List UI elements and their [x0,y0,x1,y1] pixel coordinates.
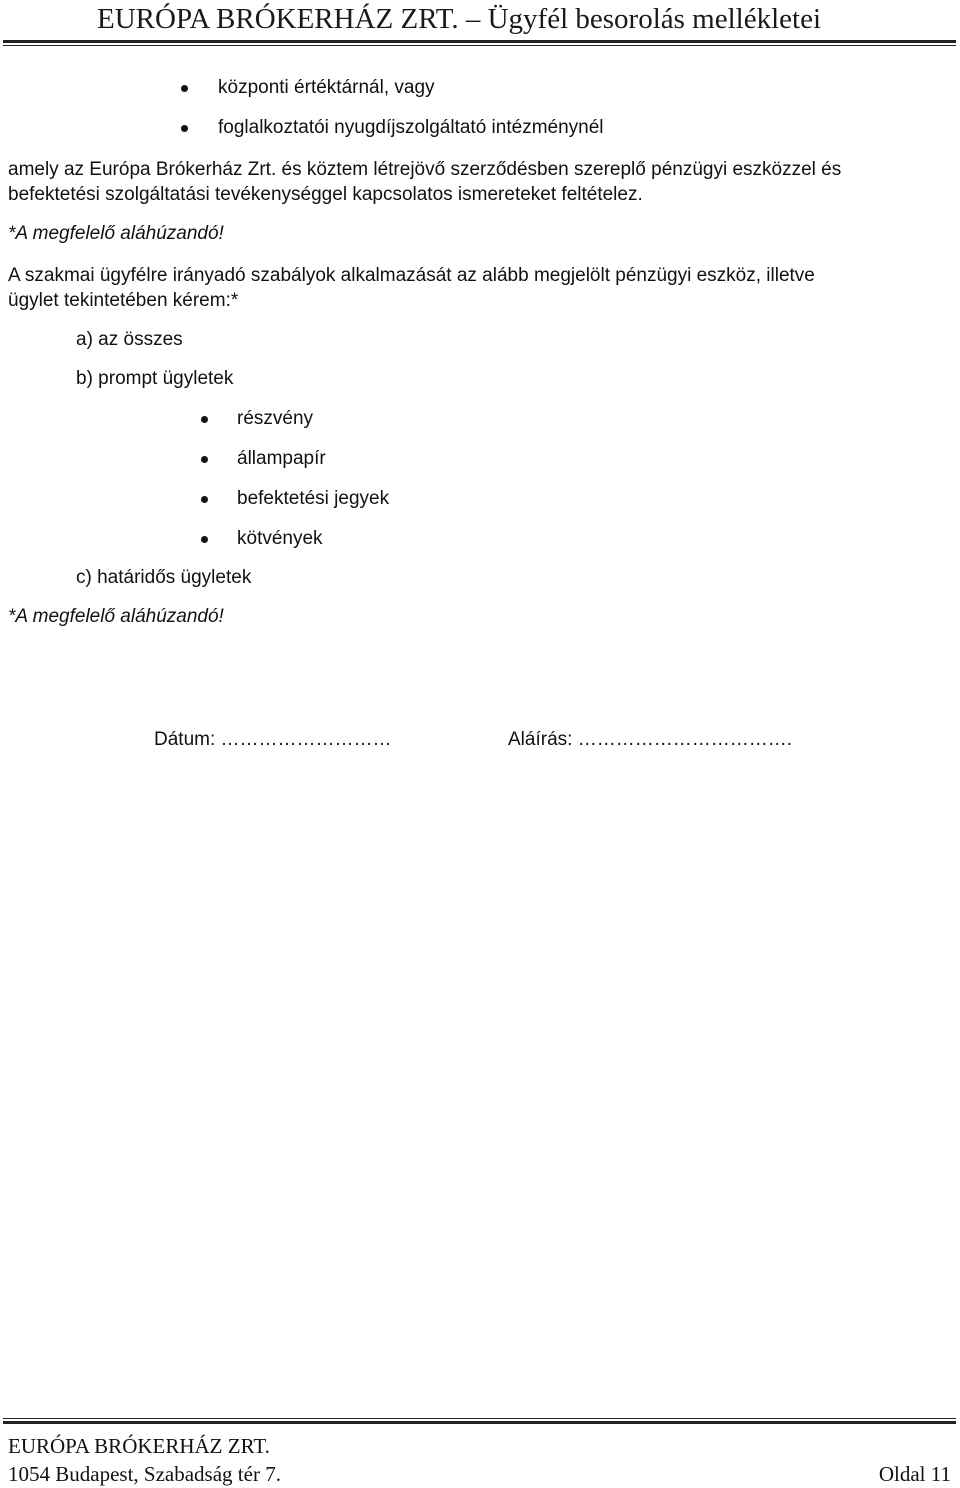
header-rule-bottom [3,45,956,46]
signature-field[interactable]: Aláírás: ……………………………. [508,729,792,750]
page-header-title: EURÓPA BRÓKERHÁZ ZRT. – Ügyfél besorolás mellékletei [97,3,821,35]
bullet-dot [201,456,208,463]
bullet-item: foglalkoztatói nyugdíjszolgáltató intézménynél [218,117,604,138]
bullet-item: központi értéktárnál, vagy [218,77,435,98]
paragraph-line: befektetési szolgáltatási tevékenységgel kapcsolatos ismereteket feltételez. [8,184,643,205]
footer-address: 1054 Budapest, Szabadság tér 7. [8,1462,281,1486]
note-underline-instruction: *A megfelelő aláhúzandó! [8,223,224,244]
bullet-dot [201,416,208,423]
date-field[interactable]: Dátum: ……………………… [154,729,392,750]
footer-company: EURÓPA BRÓKERHÁZ ZRT. [8,1434,270,1458]
option-c: c) határidős ügyletek [76,567,252,588]
bullet-dot [181,125,188,132]
paragraph-line: amely az Európa Brókerház Zrt. és köztem létrejövő szerződésben szereplő pénzügyi eszközzel és [8,159,842,180]
footer-rule-top [3,1418,956,1419]
footer-page-number: Oldal 11 [878,1462,951,1486]
option-b-item: állampapír [237,448,326,469]
option-b-item: részvény [237,408,314,429]
paragraph-line: ügylet tekintetében kérem:* [8,290,239,311]
paragraph-line: A szakmai ügyfélre irányadó szabályok alkalmazását az alább megjelölt pénzügyi eszköz, illetve [8,265,815,286]
bullet-dot [201,536,208,543]
note-underline-instruction: *A megfelelő aláhúzandó! [8,606,224,627]
option-b-item: kötvények [237,528,323,549]
bullet-dot [181,85,188,92]
option-b-item: befektetési jegyek [237,488,390,509]
bullet-dot [201,496,208,503]
footer-rule-bottom [3,1421,956,1424]
option-a: a) az összes [76,329,183,350]
header-rule-top [3,40,956,43]
option-b: b) prompt ügyletek [76,368,234,389]
